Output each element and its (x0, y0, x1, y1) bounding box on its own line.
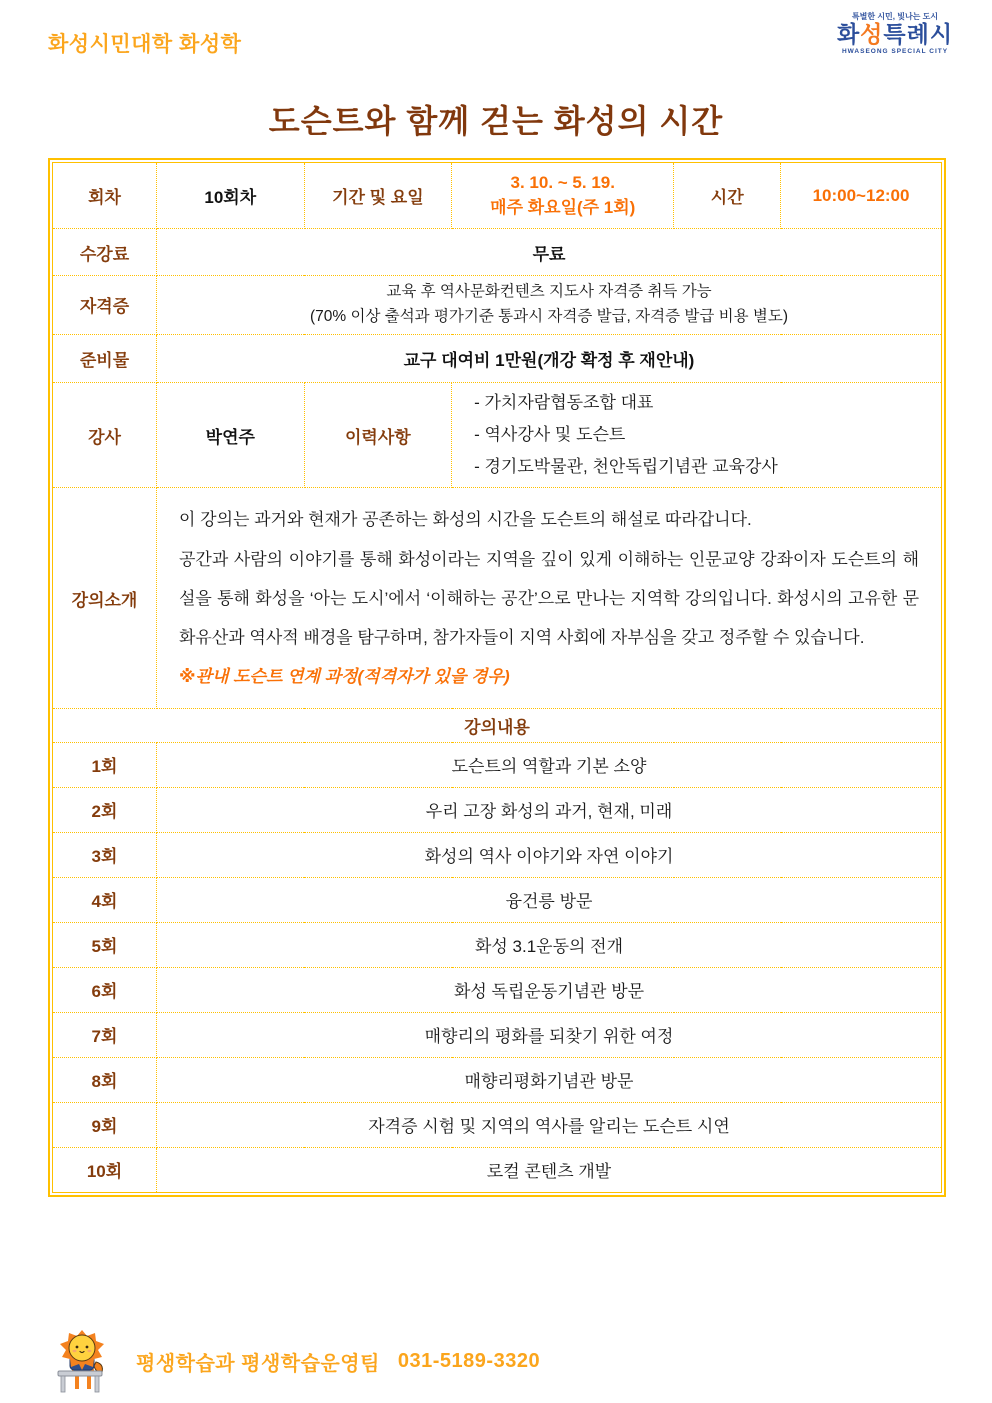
footer-phone: 031-5189-3320 (397, 1349, 541, 1372)
session-no: 10회 (53, 1147, 157, 1192)
table-row-content-header (53, 708, 942, 742)
logo-brand-ko-1: 화 (836, 21, 861, 48)
session-no: 6회 (53, 967, 157, 1012)
session-no: 2회 (53, 787, 157, 832)
logo-brand-ko-3: 특례시 (883, 21, 954, 48)
content-header: 강의내용 (53, 708, 942, 742)
value-materials: 교구 대여비 1만원(개강 확정 후 재안내) (157, 334, 942, 382)
history-line-1: - 가치자람협동조합 대표 (474, 392, 654, 412)
session-topic: 매향리평화기념관 방문 (157, 1057, 942, 1102)
label-certificate: 자격증 (53, 276, 157, 335)
footer-department: 평생학습과 평생학습운영팀 (136, 1352, 380, 1375)
table-row-fee (53, 229, 942, 276)
table-row-session-5 (53, 922, 942, 967)
session-topic: 로컬 콘텐츠 개발 (157, 1147, 942, 1192)
session-no: 7회 (53, 1012, 157, 1057)
table-row-certificate (53, 276, 942, 335)
certificate-line1: 교육 후 역사문화컨텐츠 지도사 자격증 취득 가능 (386, 283, 712, 300)
session-topic: 화성 3.1운동의 전개 (157, 922, 942, 967)
course-info-table-frame (48, 158, 946, 1197)
session-topic: 화성의 역사 이야기와 자연 이야기 (157, 832, 942, 877)
table-row-session-1 (53, 742, 942, 787)
intro-note: ※관내 도슨트 연계 과정(적격자가 있을 경우) (179, 666, 510, 686)
table-row-session-10 (53, 1147, 942, 1192)
value-time: 10:00~12:00 (781, 163, 942, 229)
program-title: 화성시민대학 화성학 (48, 33, 242, 56)
logo-brand-ko-2: 성 (860, 21, 884, 48)
table-row-session-8 (53, 1057, 942, 1102)
session-topic: 자격증 시험 및 지역의 역사를 알리는 도슨트 시연 (157, 1102, 942, 1147)
table-row-session-2 (53, 787, 942, 832)
label-instructor-history: 이력사항 (304, 382, 452, 488)
page-title: 도슨트와 함께 걷는 화성의 시간 (268, 103, 724, 139)
session-no: 9회 (53, 1102, 157, 1147)
session-no: 5회 (53, 922, 157, 967)
period-weekday: 매주 화요일(주 1회) (490, 198, 636, 217)
session-no: 1회 (53, 742, 157, 787)
footer-contact (136, 1347, 540, 1376)
session-topic: 매향리의 평화를 되찾기 위한 여정 (157, 1012, 942, 1057)
value-fee: 무료 (157, 229, 942, 276)
value-certificate (157, 276, 942, 335)
logo-slogan: 특별한 시민, 빛나는 도시 (851, 12, 939, 21)
value-session-count: 10회차 (157, 163, 305, 229)
history-line-2: - 역사강사 및 도슨트 (474, 424, 626, 444)
table-row-session-3 (53, 832, 942, 877)
history-line-3: - 경기도박물관, 천안독립기념관 교육강사 (474, 457, 778, 477)
session-topic: 화성 독립운동기념관 방문 (157, 967, 942, 1012)
intro-paragraph-2: 공간과 사람의 이야기를 통해 화성이라는 지역을 깊이 있게 이해하는 인문교양 강좌이자 도슨트의 해설을 통해 화성을 ‘아는 도시’에서 ‘이해하는 공간’으로 만나는 지역학 강의입니다. 화성시의 고유한 문화유산과 역사적 배경을 탐구하며, 참가자들이 지역 사회에 자부심을 갖고 정주할 수 있습니다. (179, 549, 919, 647)
intro-paragraph-1: 이 강의는 과거와 현재가 공존하는 화성의 시간을 도슨트의 해설로 따라갑니다. (179, 510, 752, 530)
city-logo (830, 12, 960, 55)
label-instructor: 강사 (53, 382, 157, 488)
session-topic: 우리 고장 화성의 과거, 현재, 미래 (157, 787, 942, 832)
label-materials: 준비물 (53, 334, 157, 382)
table-row-session-7 (53, 1012, 942, 1057)
value-instructor-name: 박연주 (157, 382, 305, 488)
value-course-intro (157, 488, 942, 708)
value-period (452, 163, 674, 229)
table-row-session-4 (53, 877, 942, 922)
session-no: 3회 (53, 832, 157, 877)
period-dates: 3. 10. ~ 5. 19. (510, 173, 615, 192)
table-row-materials (53, 334, 942, 382)
value-instructor-history (452, 382, 942, 488)
label-period: 기간 및 요일 (304, 163, 452, 229)
session-no: 8회 (53, 1057, 157, 1102)
session-topic: 융건릉 방문 (157, 877, 942, 922)
logo-brand (830, 21, 960, 47)
label-time: 시간 (674, 163, 781, 229)
session-no: 4회 (53, 877, 157, 922)
mascot-icon (50, 1328, 114, 1394)
table-row-session-6 (53, 967, 942, 1012)
session-topic: 도슨트의 역할과 기본 소양 (157, 742, 942, 787)
logo-brand-en: HWASEONG SPECIAL CITY (841, 47, 949, 55)
label-course-intro: 강의소개 (53, 488, 157, 708)
table-row-session-info (53, 163, 942, 229)
certificate-line2: (70% 이상 출석과 평가기준 통과시 자격증 발급, 자격증 발급 비용 별도) (309, 307, 789, 325)
course-info-table (52, 162, 942, 1193)
footer (50, 1326, 540, 1396)
table-row-instructor (53, 382, 942, 488)
table-row-session-9 (53, 1102, 942, 1147)
table-row-course-intro (53, 488, 942, 708)
label-fee: 수강료 (53, 229, 157, 276)
label-session-count: 회차 (53, 163, 157, 229)
